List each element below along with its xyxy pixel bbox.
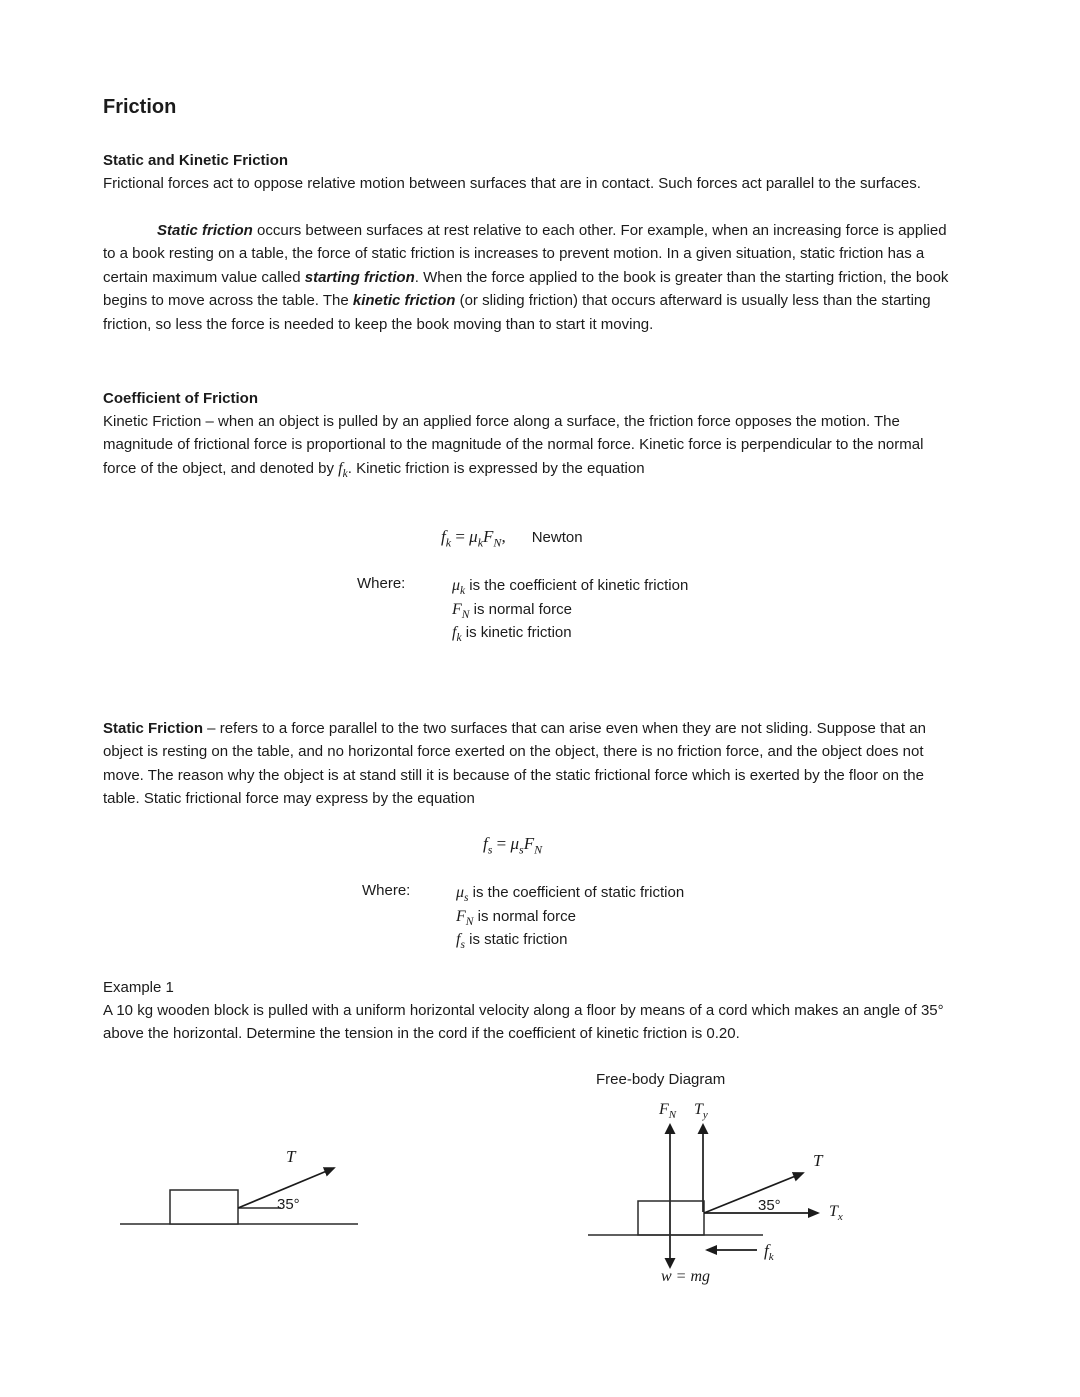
math-f-sub: k: [445, 535, 452, 550]
math-mu: μ: [510, 834, 520, 853]
example-heading: Example 1: [103, 979, 174, 996]
math-F-sub: N: [493, 535, 502, 550]
math-symbol: f: [452, 624, 457, 641]
paragraph-static-friction: [103, 717, 959, 811]
math-F-sub: N: [534, 842, 543, 857]
math-mu: μ: [469, 527, 478, 546]
heading-static-and-kinetic-friction: Static and Kinetic Friction: [103, 152, 289, 169]
angle-label-left: 35°: [277, 1196, 300, 1213]
text-run: – refers to a force parallel to the two surfaces that can arise even when they are not sliding. Suppose that an object is resting on the table, and no horizontal force exerted on the object, there is no friction force, and the object does not move. The reason why the object is at stand still it is because of the static frictional force which is exerted by the floor on the table. Static frictional force may express by the equation: [103, 720, 926, 808]
math-symbol: f: [456, 931, 461, 948]
emphasis-static-friction: Static friction: [157, 222, 253, 239]
definition-text: is kinetic friction: [461, 624, 572, 641]
math-F: F: [483, 527, 494, 546]
definition-text: is static friction: [464, 931, 568, 948]
definition-F-N: [452, 598, 688, 622]
free-body-diagram-title: Free-body Diagram: [596, 1071, 726, 1088]
math-symbol: μ: [452, 577, 461, 594]
definition-F-N: [456, 905, 684, 929]
math-symbol: μ: [456, 884, 465, 901]
paragraph-frictional-forces: Frictional forces act to oppose relative motion between surfaces that are in contact. Such forces act parallel to the surfaces.: [103, 175, 921, 192]
definitions-list: [456, 881, 684, 952]
page-title: Friction: [103, 96, 177, 118]
math-symbol-sub: k: [460, 585, 466, 597]
emphasis-starting-friction: starting friction: [304, 268, 415, 286]
block-left: [170, 1190, 238, 1224]
math-equals: =: [492, 834, 511, 853]
where-label: Where:: [362, 882, 411, 899]
definition-text: is normal force: [473, 907, 576, 925]
definition-text: is normal force: [469, 600, 572, 618]
equation-kinetic-friction: [441, 527, 583, 550]
where-block-static: [362, 881, 782, 957]
text-run: Kinetic Friction – when an object is pulled by an applied force along a surface, the friction force opposes the motion. The magnitude of frictional force is proportional to the magnitude of the normal force. Kinetic force is perpendicular to the normal force of the object, and denoted by: [103, 413, 924, 477]
math-F: F: [523, 834, 535, 853]
math-equals: =: [451, 527, 470, 546]
normal-force-arrowhead: [665, 1123, 676, 1134]
paragraph-kinetic-friction: [103, 410, 959, 480]
normal-force-label: $F_N$: [659, 1101, 677, 1121]
definition-f-k: [452, 621, 688, 645]
definitions-list: [452, 574, 688, 645]
equation-unit: Newton: [531, 529, 583, 546]
block-fbd: [638, 1201, 704, 1235]
math-symbol: F: [452, 600, 462, 618]
definition-mu-s: [456, 881, 684, 905]
tension-y-arrowhead: [698, 1123, 709, 1134]
math-symbol-sub: s: [464, 892, 469, 904]
definition-f-s: [456, 928, 684, 952]
tension-y-label: $T_y$: [694, 1101, 708, 1121]
diagrams-canvas: [0, 1095, 1080, 1305]
math-symbol: F: [456, 907, 466, 925]
text-run: (or sliding friction) that occurs afterward is usually less than the starting friction, so less the force is needed to keep the book moving than to start it moving.: [103, 292, 931, 333]
text-run: occurs between surfaces at rest relative to each other. For example, when an increasing force is applied to a book resting on a table, the force of static friction is increases to prevent motion. In a given situation, static friction has a certain maximum value called: [103, 222, 947, 286]
definition-mu-k: [452, 574, 688, 598]
math-symbol-sub: k: [456, 632, 462, 644]
equation-static-friction: [483, 834, 543, 857]
text-run: . Kinetic friction is expressed by the equation: [347, 459, 645, 477]
math-fk-sub: k: [342, 467, 348, 480]
tension-x-label: $T_x$: [829, 1203, 843, 1223]
math-comma: ,: [501, 527, 506, 546]
math-symbol-sub: N: [461, 608, 470, 621]
example-paragraph: A 10 kg wooden block is pulled with a uniform horizontal velocity along a floor by means of a cord which makes an angle of 35° above the horizontal. Determine the tension in the cord if the coefficient of kinetic friction is 0.20.: [103, 1002, 944, 1043]
lead-static-friction: Static Friction: [103, 720, 204, 737]
math-fk-inline: f: [338, 459, 343, 477]
math-mu-sub: k: [477, 535, 484, 550]
math-f: f: [441, 527, 446, 546]
text-run: . When the force applied to the book is greater than the starting friction, the book begins to move across the table. The: [103, 268, 949, 310]
math-f-sub: s: [487, 842, 493, 857]
paragraph-static-friction-intro: [103, 219, 959, 336]
tension-arrow-fbd: [704, 1173, 803, 1213]
where-block-kinetic: [357, 574, 777, 650]
tension-label-fbd: T: [813, 1151, 823, 1170]
heading-coefficient-of-friction: Coefficient of Friction: [103, 390, 258, 407]
emphasis-kinetic-friction: kinetic friction: [352, 292, 456, 310]
tension-label-left: T: [286, 1147, 296, 1166]
weight-label: w = mg: [661, 1268, 711, 1285]
math-mu-sub: s: [519, 842, 524, 857]
where-label: Where:: [357, 575, 406, 592]
friction-label: $f_k$: [764, 1241, 774, 1263]
math-symbol-sub: s: [460, 939, 465, 951]
math-f: f: [483, 834, 488, 853]
math-symbol-sub: N: [465, 915, 474, 928]
definition-text: is the coefficient of kinetic friction: [465, 577, 689, 594]
angle-label-fbd: 35°: [758, 1197, 781, 1214]
definition-text: is the coefficient of static friction: [468, 884, 685, 901]
